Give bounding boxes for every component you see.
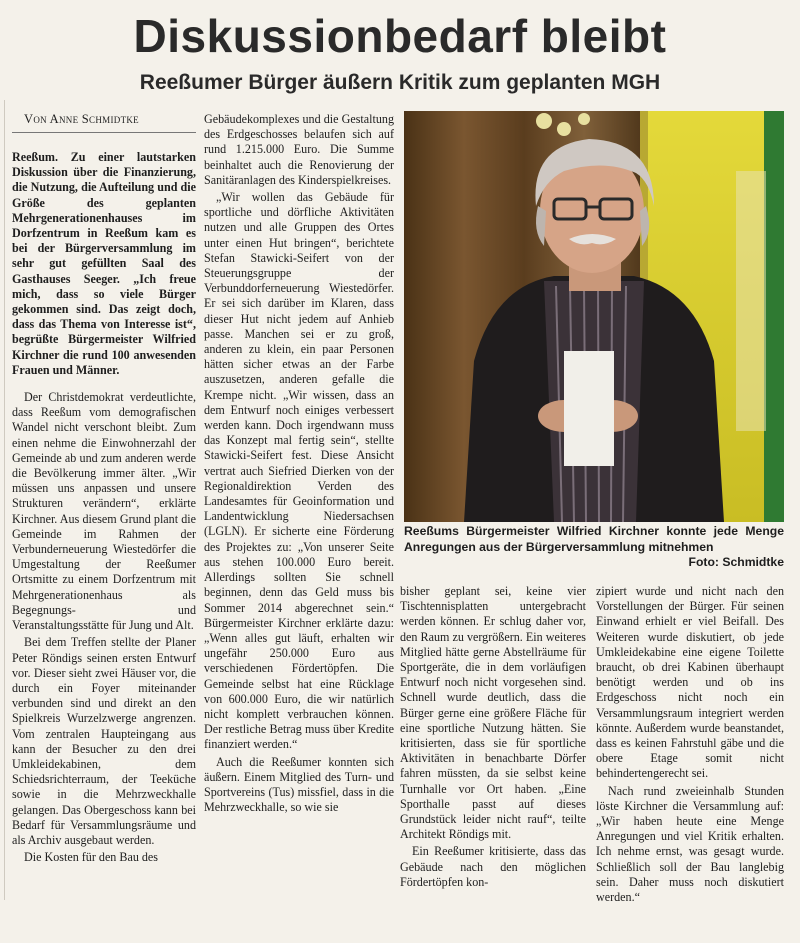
photo-illustration	[404, 111, 784, 522]
body-paragraph: Auch die Reeßumer konnten sich äußern. Einem Mitglied des Turn- und Sportvereins (Tus) missfiel, dass in die Mehrzweckhalle, so wie sie	[204, 754, 394, 815]
caption-text: Reeßums Bürgermeister Wilfried Kirchner konnte jede Menge Anregungen aus der Bürgerversammlung mitnehmen	[404, 524, 784, 554]
article-photo	[404, 111, 784, 522]
photo-credit: Foto: Schmidtke	[688, 555, 784, 569]
body-paragraph: Nach rund zweieinhalb Stunden löste Kirchner die Versammlung auf: „Wir haben heute eine Menge Anregungen und viel Kritik erhalten. Ich nehme ernst, was gesagt wurde. Schließlich soll der Bau langlebig sein. Daher muss noch diskutiert werden.“	[596, 783, 784, 905]
article-column-1	[12, 150, 196, 865]
subheadline: Reeßumer Bürger äußern Kritik zum geplanten MGH	[139, 71, 661, 94]
page-edge-mark	[0, 100, 5, 900]
body-paragraph: Gebäudekomplexes und die Gestaltung des Erdgeschosses belaufen sich auf rund 1.215.000 Euro. Die Summe beinhaltet auch die Renovierung der Sanitäranlagen des Kinderspielkreises.	[204, 112, 394, 187]
body-paragraph: Bei dem Treffen stellte der Planer Peter Röndigs seinen ersten Entwurf vor. Dieser sieht zwei Häuser vor, die durch ein Foyer miteinander verbunden sind und direkt an den Spielkreis Wurzelzwerge angrenzen. Vom zentralen Haupteingang aus kann der Besucher zu den drei Umkleidekabinen, dem Schiedsrichterraum, der Teeküche sowie in die Mehrzweckhalle gelangen. Das Obergeschoss kann bei Bedarf für Versammlungsräume und als Archiv ausgebaut werden.	[12, 635, 196, 847]
article-column-3	[400, 584, 586, 890]
body-paragraph: Die Kosten für den Bau des	[24, 850, 159, 865]
author-byline: Von Anne Schmidtke	[24, 112, 139, 126]
headline: Diskussionbedarf bleibt	[133, 10, 667, 62]
byline-divider	[12, 132, 196, 133]
body-paragraph: „Wir wollen das Gebäude für sportliche und dörfliche Aktivitäten nutzen und alle Gruppen des Ortes unter einen Hut bringen“, berichtete Stefan Stawicki-Seifert von der Steuerungsgruppe der Verbunddorferneuerung Wiestedörfer. Er sei sich darüber im Klaren, dass dieser Hut nicht jedem auf Anhieb passe. Manchen sei er zu groß, anderen zu klein, ein paar Personen hätten sicher etwas an der Farbe auszusetzen, anderen gefalle die Krempe nicht. „Wir wissen, dass an dem Entwurf noch einiges verbessert werden kann. Doch irgendwann muss das Konzept mal fertig sein“, stellte Stawicki-Seifert fest. Diese Ansicht vertrat auch Siefried Dierken von der Regionaldirektion Verden des Landesamtes für Geoinformation und Landentwicklung Niedersachsen (LGLN). Er sicherte eine Förderung des Projektes zu: „Von unserer Seite aus stehen 100.000 Euro bereit. Allerdings sollten Sie schnell beginnen, denn das Geld muss bis Sommer 2014 abgerechnet sein.“ Bürgermeister Kirchner erklärte dazu: „Wenn alles gut läuft, erhalten wir ungefähr 250.000 Euro aus verschiedenen Fördertöpfen. Die Gemeinde selbst hat eine Rücklage von 600.000 Euro, die wir natürlich nicht komplett verbrauchen können. Der restliche Betrag muss über Kredite finanziert werden.“	[204, 190, 394, 752]
article-column-4	[596, 584, 784, 905]
body-paragraph: Der Christdemokrat verdeutlichte, dass Reeßum vom demografischen Wandel nicht verschont bleibt. Zum einen nehme die Einwohnerzahl der Gemeinde ab und zum anderen werde die Bevölkerung immer älter. „Wir müssen uns anpassen und unsere Strukturen verändern“, erklärte Kirchner. Aus diesem Grund plant die Gemeinde im Rahmen der Verbunderneuerung Wiestedörfer die Umgestaltung der Reeßumer Ortsmitte zu einem Dorfzentrum mit Mehrgenerationenhaus als Begegnungs- und Veranstaltungsstätte für Jung und Alt.	[12, 390, 196, 633]
article-column-2	[204, 112, 394, 815]
body-paragraph: Ein Reeßumer kritisierte, dass das Gebäude nach den möglichen Fördertöpfen kon-	[400, 844, 586, 889]
body-paragraph: zipiert wurde und nicht nach den Vorstellungen der Bürger. Für seinen Einwand erhielt er viel Beifall. Des Weiteren wurde diskutiert, ob jede Umkleidekabine eine eigene Toilette braucht, ob drei Kabinen überhaupt benötigt werden und ob ins Erdgeschoss nicht noch ein Versammlungsraum integriert werden könnte. Außerdem wurde beanstandet, dass es keinen Fahrstuhl gäbe und die obere Etage somit nicht behindertengerecht sei.	[596, 584, 784, 781]
photo-caption	[404, 524, 784, 571]
lead-paragraph: Reeßum. Zu einer lautstarken Diskussion über die Finanzierung, die Nutzung, die Aufteilung und die Größe des geplanten Mehrgenerationenhauses im Dorfzentrum in Reeßum kam es bei der Bürgerversammlung im sehr gut gefüllten Saal des Gasthauses Seeger. „Ich freue mich, dass so viele Bürger gekommen sind. Das zeigt doch, dass das Thema von Interesse ist“, begrüßte Bürgermeister Wilfried Kirchner die rund 100 anwesenden Frauen und Männer.	[12, 150, 196, 377]
body-paragraph: bisher geplant sei, keine vier Tischtennisplatten untergebracht werden können. Er schlug daher vor, den Raum zu vergrößern. Ein weiteres Mitglied hätte gerne Abstellräume für Sportgeräte, die in dem vorläufigen Entwurf noch nicht vorgesehen sind. Schnell wurde deutlich, dass die Bürger gerne eine größere Fläche für eine sportliche Nutzung hätten. Sie kritisierten, dass sie für sportliche Aktivitäten in benachbarte Dörfer fahren müssten, da sie selbst keine Turnhalle vor Ort haben. „Eine Sporthalle passt auf dieses Grundstück leider nicht rauf“, teilte Architekt Röndigs mit.	[400, 584, 586, 842]
